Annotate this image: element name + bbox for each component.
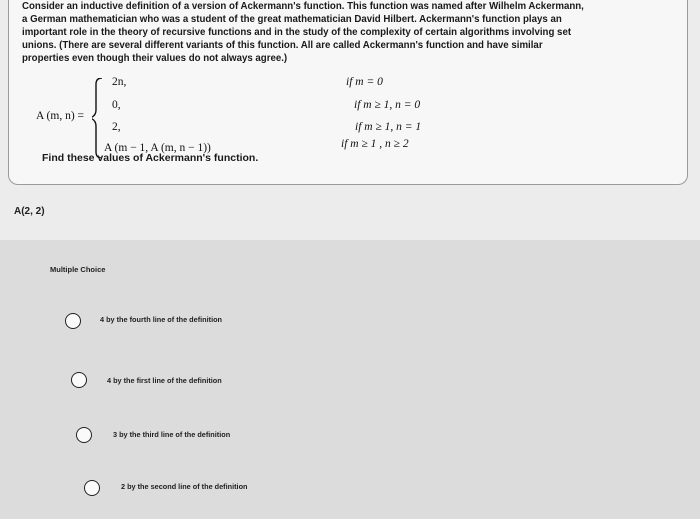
multiple-choice-label: Multiple Choice — [50, 265, 106, 274]
function-lhs: A (m, n) = — [36, 110, 85, 122]
question-intro — [22, 0, 630, 65]
case-1-cond: if m = 0 — [346, 76, 383, 88]
option-text: 2 by the second line of the definition — [121, 482, 248, 491]
intro-line: important role in the theory of recursive functions and in the study of the complexity of certain algorithms involving set — [22, 27, 572, 38]
find-instruction: Find these values of Ackermann's function. — [42, 152, 259, 164]
radio-button[interactable] — [65, 313, 81, 329]
case-4-cond: if m ≥ 1 , n ≥ 2 — [341, 138, 409, 150]
intro-line: properties even though their values do not always agree.) — [22, 53, 288, 64]
answer-panel — [0, 240, 700, 519]
option-text: 4 by the fourth line of the definition — [100, 315, 223, 324]
case-2-expr: 0, — [112, 99, 121, 111]
radio-button[interactable] — [84, 480, 100, 496]
radio-button[interactable] — [76, 427, 92, 443]
radio-button[interactable] — [71, 372, 87, 388]
intro-line: unions. (There are several different variants of this function. All are called Ackermann's function and have similar — [22, 40, 543, 51]
subquestion-label: A(2, 2) — [14, 206, 45, 217]
option-text: 3 by the third line of the definition — [113, 430, 231, 439]
case-3-cond: if m ≥ 1, n = 1 — [355, 121, 422, 133]
case-3-expr: 2, — [112, 121, 121, 133]
option-text: 4 by the first line of the definition — [107, 376, 222, 385]
case-1-expr: 2n, — [112, 76, 127, 88]
case-4-expr: A (m − 1, A (m, n − 1)) — [104, 142, 211, 154]
intro-line: Consider an inductive definition of a version of Ackermann's function. This function was named after Wilhelm Ackermann, — [22, 1, 584, 12]
intro-line: a German mathematician who was a student of the great mathematician David Hilbert. Ackermann's function plays an — [22, 14, 562, 25]
case-2-cond: if m ≥ 1, n = 0 — [354, 99, 421, 111]
